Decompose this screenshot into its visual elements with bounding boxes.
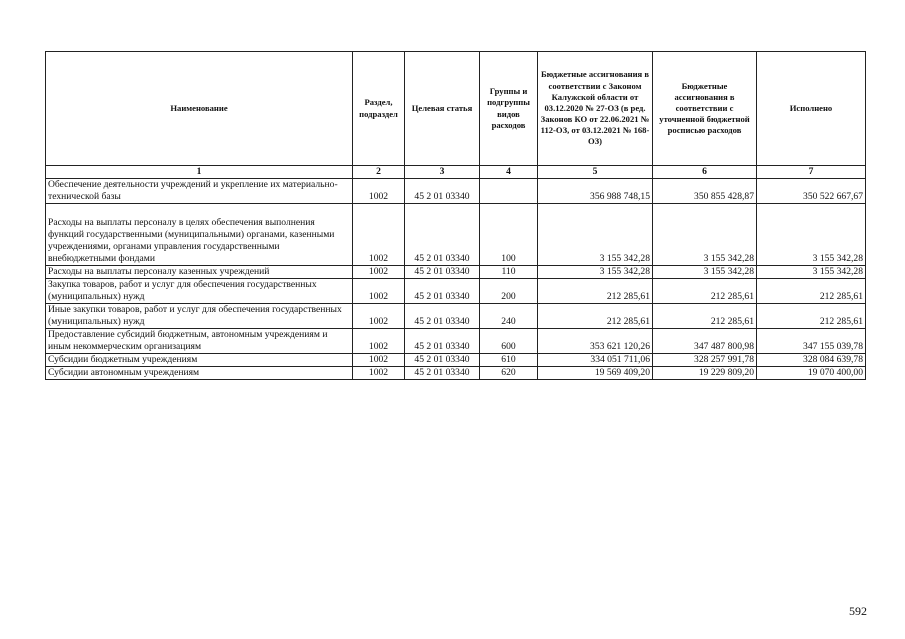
column-number: 1 [46,166,353,179]
row-name: Расходы на выплаты персоналу казенных учреждений [46,265,353,278]
row-target-article: 45 2 01 03340 [405,179,480,204]
row-refined-allocation: 350 855 428,87 [653,179,757,204]
row-target-article: 45 2 01 03340 [405,328,480,353]
row-expense-group: 240 [480,303,538,328]
row-expense-group: 100 [480,203,538,265]
row-executed: 3 155 342,28 [757,203,866,265]
column-number: 6 [653,166,757,179]
row-target-article: 45 2 01 03340 [405,278,480,303]
row-refined-allocation: 212 285,61 [653,278,757,303]
row-refined-allocation: 3 155 342,28 [653,203,757,265]
row-executed: 212 285,61 [757,303,866,328]
row-executed: 350 522 667,67 [757,179,866,204]
header-executed: Исполнено [757,52,866,166]
row-law-allocation: 19 569 409,20 [538,366,653,379]
row-name: Обеспечение деятельности учреждений и укрепление их материально-технической базы [46,179,353,204]
row-target-article: 45 2 01 03340 [405,366,480,379]
row-expense-group: 610 [480,353,538,366]
row-refined-allocation: 347 487 800,98 [653,328,757,353]
column-number-row [46,166,866,179]
row-refined-allocation: 212 285,61 [653,303,757,328]
table-row [46,366,866,379]
row-name: Субсидии автономным учреждениям [46,366,353,379]
row-target-article: 45 2 01 03340 [405,303,480,328]
row-name: Субсидии бюджетным учреждениям [46,353,353,366]
row-name: Предоставление субсидий бюджетным, автономным учреждениям и иным некоммерческим организациям [46,328,353,353]
row-law-allocation: 353 621 120,26 [538,328,653,353]
header-section: Раздел, подраздел [353,52,405,166]
column-number: 2 [353,166,405,179]
row-executed: 347 155 039,78 [757,328,866,353]
row-executed: 212 285,61 [757,278,866,303]
row-expense-group: 620 [480,366,538,379]
header-name: Наименование [46,52,353,166]
row-executed: 19 070 400,00 [757,366,866,379]
row-name: Расходы на выплаты персоналу в целях обеспечения выполнения функций государственными (муниципальными) органами, казенными учреждениями, органами управления государственными внебюджетными фондами [46,203,353,265]
page-number: 592 [849,604,867,618]
row-section: 1002 [353,265,405,278]
header-refined-allocations: Бюджетные ассигнования в соответствии с уточненной бюджетной росписью расходов [653,52,757,166]
row-expense-group: 600 [480,328,538,353]
table-row [46,328,866,353]
header-law-allocations: Бюджетные ассигнования в соответствии с Законом Калужской области от 03.12.2020 № 27-ОЗ (в ред. Законов КО от 22.06.2021 № 112-ОЗ, от 03.12.2021 № 168-ОЗ) [538,52,653,166]
row-target-article: 45 2 01 03340 [405,353,480,366]
column-number: 3 [405,166,480,179]
table-row [46,303,866,328]
row-law-allocation: 334 051 711,06 [538,353,653,366]
row-section: 1002 [353,179,405,204]
row-section: 1002 [353,278,405,303]
row-law-allocation: 356 988 748,15 [538,179,653,204]
row-executed: 328 084 639,78 [757,353,866,366]
header-target-article: Целевая статья [405,52,480,166]
row-name: Закупка товаров, работ и услуг для обеспечения государственных (муниципальных) нужд [46,278,353,303]
row-law-allocation: 3 155 342,28 [538,203,653,265]
table-row [46,353,866,366]
row-law-allocation: 3 155 342,28 [538,265,653,278]
row-expense-group [480,179,538,204]
table-row [46,203,866,265]
row-section: 1002 [353,328,405,353]
budget-execution-table [45,51,866,380]
row-target-article: 45 2 01 03340 [405,203,480,265]
row-executed: 3 155 342,28 [757,265,866,278]
table-row [46,179,866,204]
header-row [46,52,866,166]
row-refined-allocation: 19 229 809,20 [653,366,757,379]
column-number: 4 [480,166,538,179]
row-law-allocation: 212 285,61 [538,278,653,303]
row-expense-group: 110 [480,265,538,278]
row-section: 1002 [353,353,405,366]
row-section: 1002 [353,366,405,379]
column-number: 5 [538,166,653,179]
row-target-article: 45 2 01 03340 [405,265,480,278]
table-row [46,265,866,278]
table-row [46,278,866,303]
row-expense-group: 200 [480,278,538,303]
row-section: 1002 [353,303,405,328]
row-name: Иные закупки товаров, работ и услуг для обеспечения государственных (муниципальных) нужд [46,303,353,328]
header-expense-group: Группы и подгруппы видов расходов [480,52,538,166]
row-refined-allocation: 3 155 342,28 [653,265,757,278]
row-refined-allocation: 328 257 991,78 [653,353,757,366]
column-number: 7 [757,166,866,179]
row-section: 1002 [353,203,405,265]
row-law-allocation: 212 285,61 [538,303,653,328]
